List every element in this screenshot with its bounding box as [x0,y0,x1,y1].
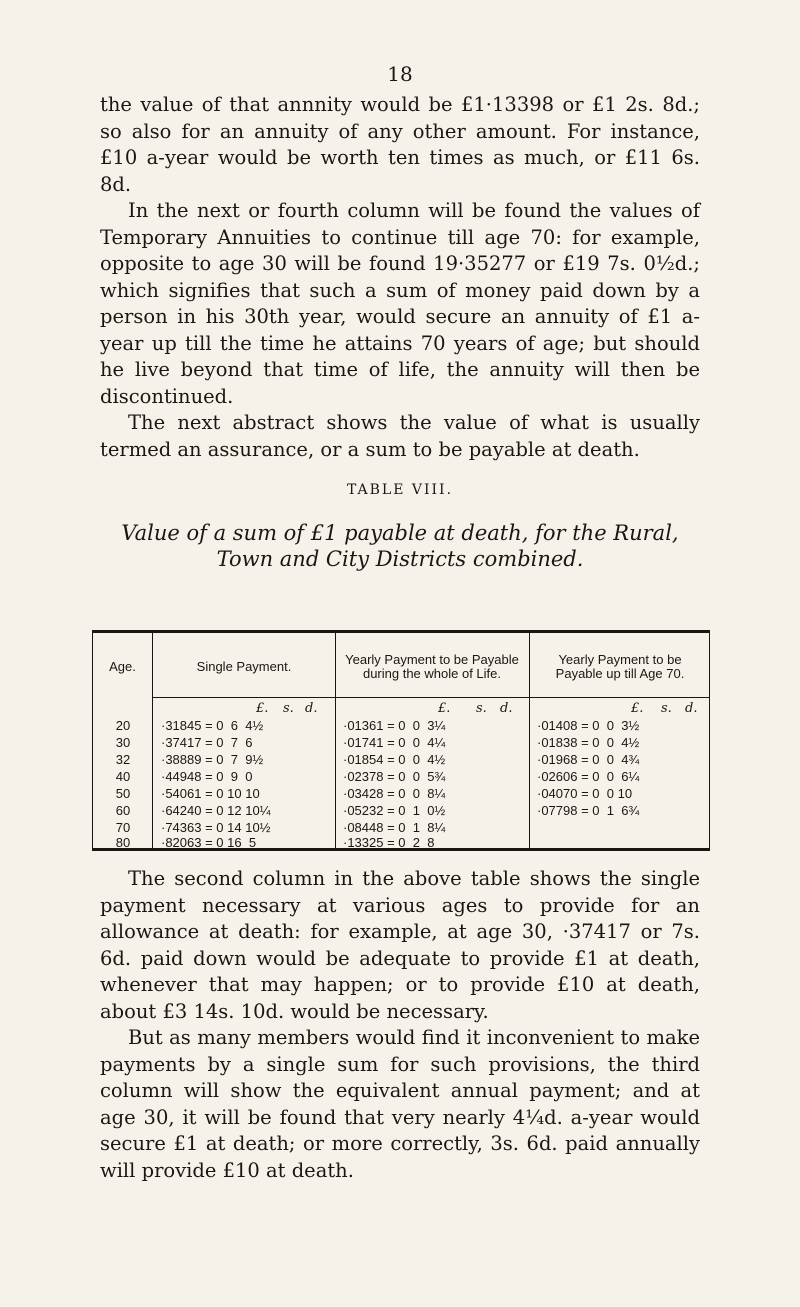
yearly-life-cell: ·01741 = 0 0 4¼ [343,735,446,750]
single-payment-cell: ·31845 = 0 6 4½ [161,718,264,733]
single-payment-cell: ·82063 = 0 16 5 [161,835,257,850]
age-cell: 80 [115,835,131,850]
age-cell: 30 [115,735,131,750]
yearly-to-70-cell: ·07798 = 0 1 6¾ [537,803,640,818]
yearly-life-cell: ·01854 = 0 0 4½ [343,752,446,767]
yearly-to-70-cell: ·01968 = 0 0 4¾ [537,752,640,767]
header-age: Age. [109,659,136,674]
yearly-to-70-cell: ·04070 = 0 0 10 [537,786,633,801]
page-number: 18 [387,62,413,86]
yearly-life-cell: ·13325 = 0 2 8 [343,835,435,850]
header-yearly-to-70: Yearly Payment to be Payable up till Age 70. [555,652,685,681]
unit-shilling: s. [283,701,294,716]
single-payment-cell: ·44948 = 0 9 0 [161,769,253,784]
yearly-life-cell: ·08448 = 0 1 8¼ [343,820,446,835]
unit-pound: £. [438,701,451,716]
column-divider [335,633,336,848]
yearly-to-70-cell: ·01838 = 0 0 4½ [537,735,640,750]
unit-shilling: s. [661,701,672,716]
yearly-life-cell: ·05232 = 0 1 0½ [343,803,446,818]
bottom-text [100,866,700,1184]
yearly-to-70-cell: ·02606 = 0 0 6¼ [537,769,640,784]
age-cell: 70 [115,820,131,835]
unit-penny: d. [685,701,698,716]
paragraph: The second column in the above table shows the single payment necessary at various ages to provide for an allowance at death: for example, at age 30, ·37417 or 7s. 6d. paid down would be adequate to provide £1 at death, whenever that may happen; or to provide £10 at death, about £3 14s. 10d. would be necessary. [100,867,700,1023]
age-cell: 20 [115,718,131,733]
header-yearly-life: Yearly Payment to be Payable during the whole of Life. [345,652,519,681]
header-rule [152,697,709,698]
age-cell: 60 [115,803,131,818]
single-payment-cell: ·74363 = 0 14 10½ [161,820,271,835]
unit-pound: £. [631,701,644,716]
yearly-life-cell: ·01361 = 0 0 3¼ [343,718,446,733]
single-payment-cell: ·37417 = 0 7 6 [161,735,253,750]
yearly-to-70-cell: ·01408 = 0 0 3½ [537,718,640,733]
paragraph: the value of that annnity would be £1·13398 or £1 2s. 8d.; so also for an annuity of any other amount. For instance, £10 a-year would be worth ten times as much, or £11 6s. 8d. [100,93,700,196]
column-divider [529,633,530,848]
single-payment-cell: ·54061 = 0 10 10 [161,786,260,801]
paragraph: The next abstract shows the value of what is usually termed an assurance, or a sum to be payable at death. [100,411,700,461]
table-label: TABLE VIII. [346,482,454,498]
single-payment-cell: ·64240 = 0 12 10¼ [161,803,271,818]
top-text [100,92,700,463]
single-payment-cell: ·38889 = 0 7 9½ [161,752,264,767]
paragraph: In the next or fourth column will be found the values of Temporary Annuities to continue till age 70: for example, opposite to age 30 will be found 19·35277 or £19 7s. 0½d.; which signifies that such a sum of money paid down by a person in his 30th year, would secure an annuity of £1 a-year up till the time he attains 70 years of age; but should he live beyond that time of life, the annuity will then be discontinued. [100,199,700,408]
paragraph: But as many members would find it inconvenient to make payments by a single sum for such provisions, the third column will show the equivalent annual payment; and at age 30, it will be found that very nearly 4¼d. a-year would secure £1 at death; or more correctly, 3s. 6d. paid annually will provide £10 at death. [100,1026,700,1182]
unit-pound: £. [256,701,269,716]
age-cell: 40 [115,769,131,784]
table-caption: Value of a sum of £1 payable at death, for the Rural, Town and City Districts combined. [121,521,679,571]
yearly-life-cell: ·03428 = 0 0 8¼ [343,786,446,801]
data-table [92,630,710,851]
yearly-life-cell: ·02378 = 0 0 5¾ [343,769,446,784]
unit-penny: d. [500,701,513,716]
age-cell: 32 [115,752,131,767]
age-cell: 50 [115,786,131,801]
unit-penny: d. [305,701,318,716]
header-single-payment: Single Payment. [196,659,292,674]
unit-shilling: s. [476,701,487,716]
